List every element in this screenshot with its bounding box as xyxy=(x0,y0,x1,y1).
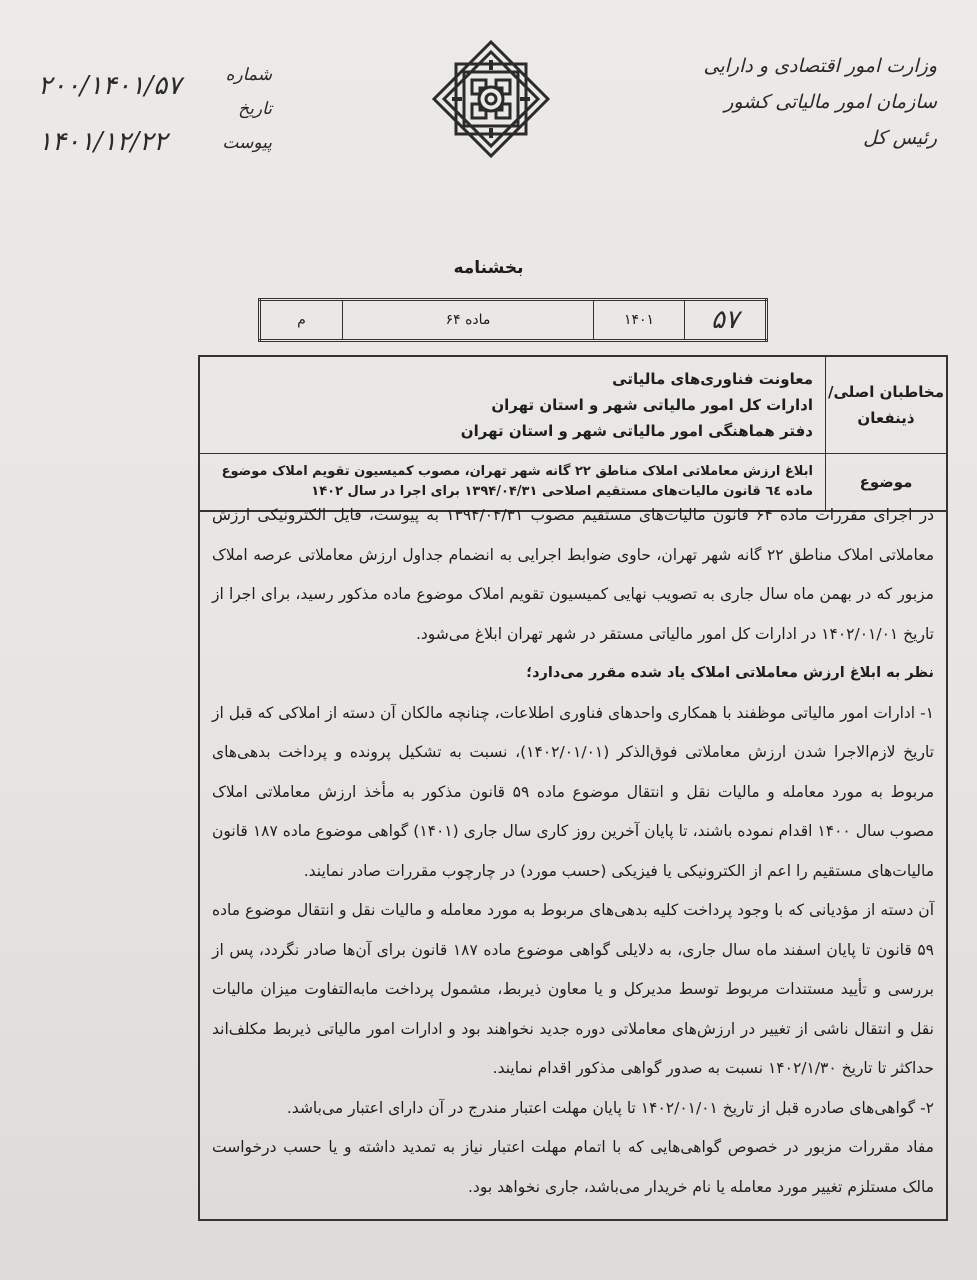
iran-tax-organization-emblem-icon xyxy=(432,40,550,158)
letter-date: ۱۴۰۱/۱۲/۲۲ xyxy=(38,127,168,157)
recipient-item: دفتر هماهنگی امور مالیاتی شهر و استان تهران xyxy=(460,422,813,440)
recipient-item: ادارات کل امور مالیاتی شهر و استان تهران xyxy=(491,396,813,414)
item-1-paragraph: ۱- ادارات امور مالیاتی موظفند با همکاری واحدهای فناوری اطلاعات، چنانچه مالکان آن دسته از املاکی که قبل از تاریخ لازم‌الاجرا شدن ارزش معاملاتی فوق‌الذکر (۱۴۰۲/۰۱/۰۱)، نسبت به تشکیل پرونده و پرداخت بدهی‌های مربوط به مورد معامله و مالیات نقل و انتقال موضوع ماده ۵۹ قانون مذکور به مأخذ ارزش معاملاتی املاک مصوب سال ۱۴۰۰ اقدام نموده باشند، تا پایان آخرین روز کاری سال جاری (۱۴۰۱) گواهی موضوع ماده ۱۸۷ قانون مالیات‌های مستقیم را اعم از الکترونیکی یا فیزیکی (حسب مورد) در چارچوب مقررات صادر نمایند. xyxy=(212,703,935,880)
attachment-label: پیوست xyxy=(222,133,272,153)
recipients-label: مخاطبان اصلی/ ذینفعان xyxy=(826,356,948,454)
letter-meta-values xyxy=(38,58,218,170)
number-label: شماره xyxy=(225,65,272,85)
date-label: تاریخ xyxy=(238,99,272,119)
letter-number: ۲۰۰/۱۴۰۱/۵۷ xyxy=(38,71,182,101)
circular-number-box xyxy=(258,298,768,342)
circular-number: ۵۷ xyxy=(685,300,767,341)
letter-meta-labels xyxy=(222,58,272,160)
organization-line: سازمان امور مالیاتی کشور xyxy=(724,91,937,113)
recipients-subject-table xyxy=(198,355,948,512)
recipient-item: معاونت فناوری‌های مالیاتی xyxy=(612,370,813,388)
subject-label: موضوع xyxy=(826,454,948,512)
circular-code: م xyxy=(260,300,343,341)
ministry-header xyxy=(704,48,937,156)
emphasis-paragraph: نظر به ابلاغ ارزش معاملاتی املاک یاد شده مقرر می‌دارد؛ xyxy=(526,665,934,681)
ministry-line: وزارت امور اقتصادی و دارایی xyxy=(703,55,937,77)
head-title-line: رئیس کل xyxy=(863,127,937,149)
recipients-list xyxy=(199,356,826,454)
subject-text: ابلاغ ارزش معاملاتی املاک مناطق ۲۲ گانه شهر تهران، مصوب کمیسیون تقویم املاک موضوع ماده ٦٤ قانون مالیات‌های مستقیم اصلاحی ۱۳۹۴/۰۴/۳۱ برای اجرا در سال ۱۴۰۲ xyxy=(199,454,826,512)
circular-article: ماده ۶۴ xyxy=(343,300,594,341)
circular-year: ۱۴۰۱ xyxy=(594,300,685,341)
item-2-paragraph: ۲- گواهی‌های صادره قبل از تاریخ ۱۴۰۲/۰۱/۰۱ تا پایان مهلت اعتبار مندرج در آن دارای اعتبار می‌باشد. xyxy=(286,1098,934,1117)
item-2-continuation-paragraph: مفاد مقررات مزبور در خصوص گواهی‌هایی که با اتمام مهلت اعتبار نیاز به تمدید داشته و یا حسب درخواست مالک مستلزم تغییر مورد معامله یا نام خریدار می‌باشد، جاری نخواهد بود. xyxy=(212,1138,934,1196)
item-1-continuation-paragraph: آن دسته از مؤدیانی که با وجود پرداخت کلیه بدهی‌های مربوط به مورد معامله و مالیات نقل و انتقال موضوع ماده ۵۹ قانون تا پایان اسفند ماه سال جاری، به دلایلی گواهی موضوع ماده ۱۸۷ قانون برای آن‌ها صادر نگردد، پس از بررسی و تأیید مستندات مربوط توسط مدیرکل و یا معاون ذیربط، مشمول پرداخت مابه‌التفاوت میزان مالیات نقل و انتقال ناشی از تغییر در ارزش‌های معاملاتی دوره جدید نخواهند بود و ادارات امور مالیاتی ذیربط مکلف‌اند حداکثر تا تاریخ ۱۴۰۲/۱/۳۰ نسبت به صدور گواهی مذکور اقدام نمایند. xyxy=(212,901,934,1077)
intro-paragraph: در اجرای مقررات ماده ۶۴ قانون مالیات‌های مستقیم مصوب ۱۳۹۴/۰۴/۳۱ به پیوست، فایل الکترونیکی ارزش معاملاتی املاک مناطق ۲۲ گانه شهر تهران، حاوی ضوابط اجرایی به انضمام جداول ارزش معاملاتی عرصه املاک مزبور که در بهمن ماه سال جاری به تصویب نهایی کمیسیون تقویم املاک موضوع ماده مذکور رسید، برای اجرا از تاریخ ۱۴۰۲/۰۱/۰۱ در ادارات کل امور مالیاتی مستقر در شهر تهران ابلاغ می‌شود. xyxy=(212,506,935,643)
document-title: بخشنامه xyxy=(453,258,524,278)
document-body xyxy=(198,496,948,1221)
